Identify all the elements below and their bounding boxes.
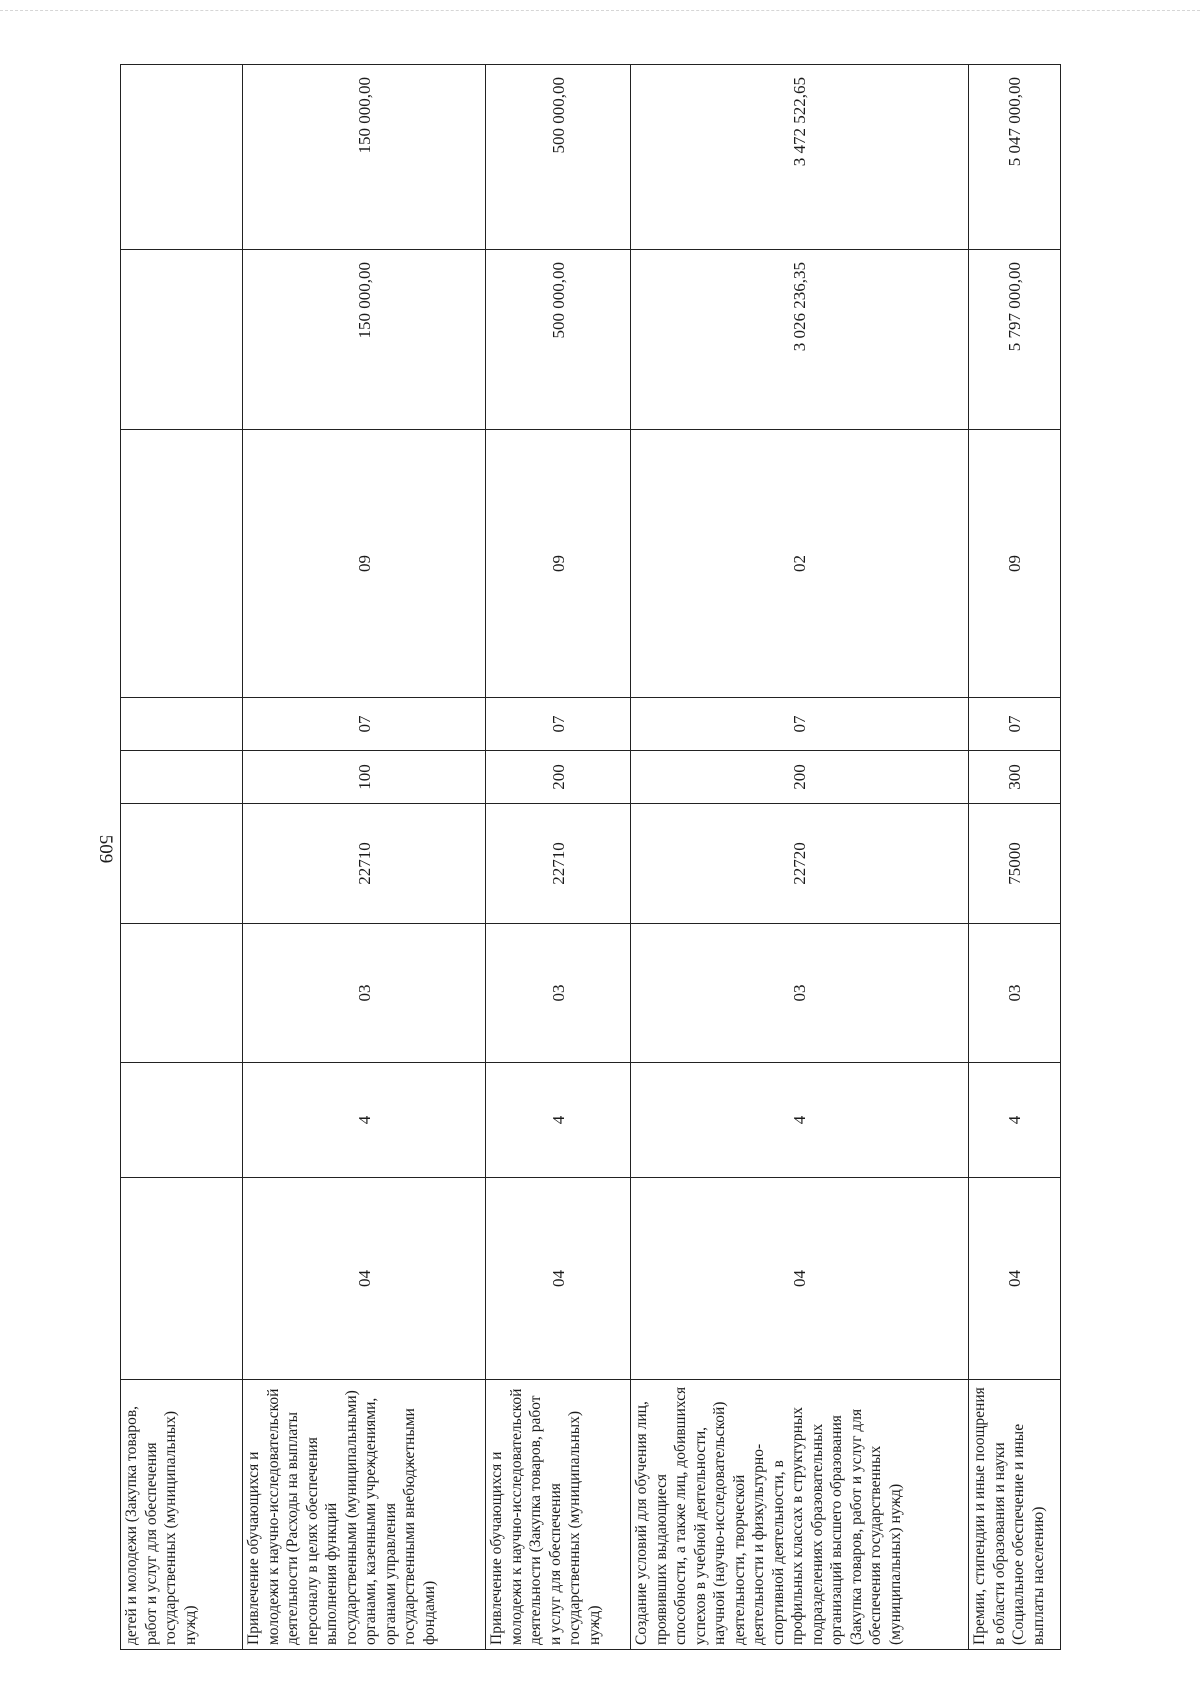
- cell-code-6: 07: [243, 698, 486, 751]
- cell-amount-2: 3 472 522,65: [631, 65, 969, 250]
- cell-code-7: 02: [631, 430, 969, 698]
- cell-code-4: [121, 804, 243, 924]
- cell-amount-1: 150 000,00: [243, 250, 486, 430]
- budget-table: [120, 64, 1061, 1650]
- table-row: [969, 65, 1061, 1650]
- cell-code-1: 04: [243, 1178, 486, 1380]
- cell-amount-1: 5 797 000,00: [969, 250, 1061, 430]
- cell-code-7: 09: [243, 430, 486, 698]
- row-description: Премии, стипендии и иные поощрения в области образования и науки (Социальное обеспечение и иные выплаты населению): [969, 1380, 1061, 1650]
- cell-amount-2: 150 000,00: [243, 65, 486, 250]
- table-row: [486, 65, 631, 1650]
- cell-code-2: 4: [243, 1063, 486, 1178]
- cell-code-1: 04: [631, 1178, 969, 1380]
- cell-amount-2: 500 000,00: [486, 65, 631, 250]
- cell-code-2: 4: [631, 1063, 969, 1178]
- cell-code-6: [121, 698, 243, 751]
- table-row: [631, 65, 969, 1650]
- cell-code-2: 4: [969, 1063, 1061, 1178]
- row-description: Привлечение обучающихся и молодежи к научно-исследовательской деятельности (Расходы на выплаты персоналу в целях обеспечения выполнения функций государственными (муниципальными) органами, казенными учреждениями, органами управления государственными внебюджетными фондами): [243, 1380, 486, 1650]
- cell-amount-2: [121, 65, 243, 250]
- cell-code-6: 07: [486, 698, 631, 751]
- cell-code-4: 22710: [486, 804, 631, 924]
- row-description: Привлечение обучающихся и молодежи к научно-исследовательской деятельности (Закупка товаров, работ и услуг для обеспечения государственных (муниципальных) нужд): [486, 1380, 631, 1650]
- cell-code-4: 75000: [969, 804, 1061, 924]
- cell-code-4: 22720: [631, 804, 969, 924]
- cell-code-6: 07: [631, 698, 969, 751]
- cell-amount-1: 3 026 236,35: [631, 250, 969, 430]
- cell-code-7: 09: [969, 430, 1061, 698]
- rotated-page-content: [120, 65, 1060, 1650]
- cell-amount-2: 5 047 000,00: [969, 65, 1061, 250]
- page-number: 509: [95, 834, 116, 864]
- table-row: [243, 65, 486, 1650]
- cell-code-5: 200: [486, 751, 631, 804]
- cell-code-3: 03: [631, 924, 969, 1063]
- cell-code-1: 04: [486, 1178, 631, 1380]
- cell-code-5: 100: [243, 751, 486, 804]
- cell-code-3: [121, 924, 243, 1063]
- row-description: Создание условий для обучения лиц, проявивших выдающиеся способности, а также лиц, добившихся успехов в учебной деятельности, научной (научно-исследовательской) деятельности, творческой деятельности и физкультурно-спортивной деятельности, в профильных классах в структурных подразделениях образовательных организаций высшего образования (Закупка товаров, работ и услуг для обеспечения государственных (муниципальных) нужд): [631, 1380, 969, 1650]
- cell-code-1: [121, 1178, 243, 1380]
- cell-code-7: [121, 430, 243, 698]
- cell-code-7: 09: [486, 430, 631, 698]
- cell-code-6: 07: [969, 698, 1061, 751]
- table-row: [121, 65, 243, 1650]
- scan-edge-line: [0, 10, 1200, 11]
- cell-code-5: 300: [969, 751, 1061, 804]
- cell-amount-1: 500 000,00: [486, 250, 631, 430]
- cell-code-3: 03: [969, 924, 1061, 1063]
- row-description: детей и молодежи (Закупка товаров, работ и услуг для обеспечения государственных (муниципальных) нужд): [121, 1380, 243, 1650]
- cell-code-2: 4: [486, 1063, 631, 1178]
- cell-code-1: 04: [969, 1178, 1061, 1380]
- cell-code-2: [121, 1063, 243, 1178]
- cell-code-5: 200: [631, 751, 969, 804]
- cell-code-5: [121, 751, 243, 804]
- cell-amount-1: [121, 250, 243, 430]
- cell-code-3: 03: [486, 924, 631, 1063]
- cell-code-3: 03: [243, 924, 486, 1063]
- cell-code-4: 22710: [243, 804, 486, 924]
